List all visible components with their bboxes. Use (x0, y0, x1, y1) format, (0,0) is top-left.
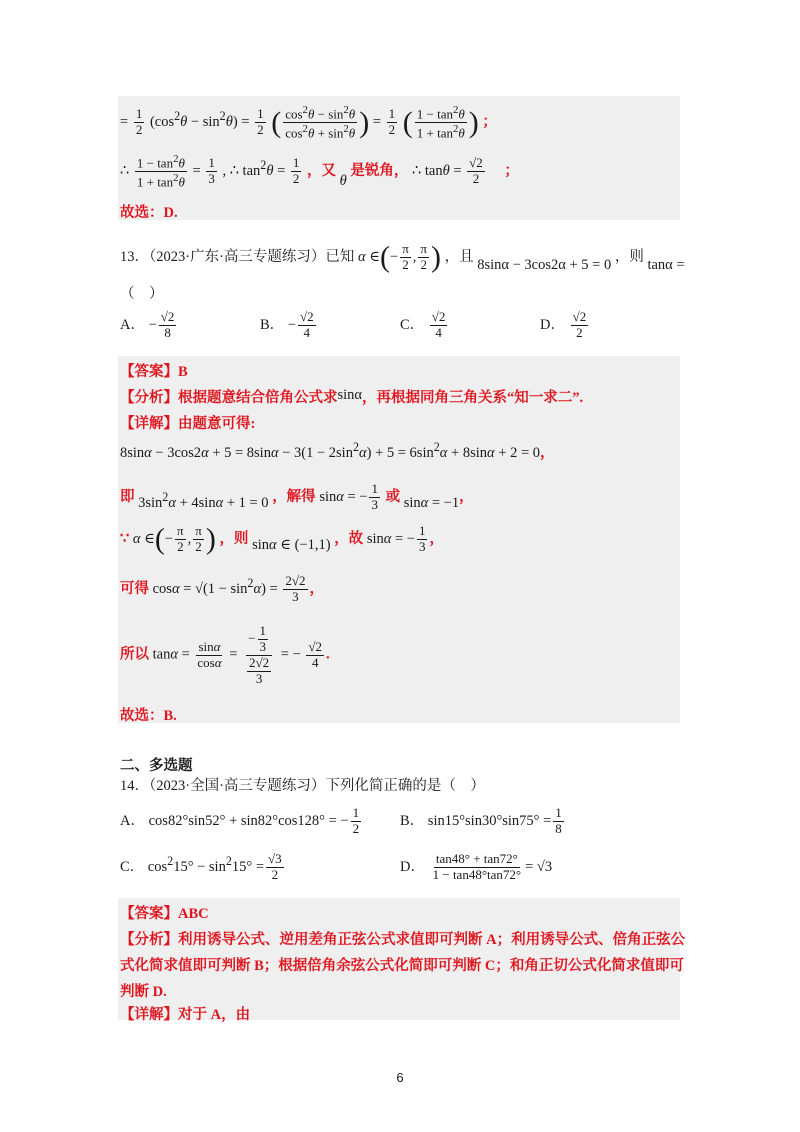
page-number: 6 (396, 1070, 404, 1085)
q14-analysis-line2: 式化简求值即可判断 B；根据倍角余弦公式化简即可判断 C；和角正切公式化简求值即可 (120, 958, 684, 974)
q12-row1: = $\frac{1}{2}$ $(\cos^2\theta - \sin^2\theta)$ = $\frac{1}{2}$ ( $\frac{\cos^2\theta - \sin^2\theta}{\cos^2\theta + \sin^2\theta}$ ) = $\frac{1}{2}$ ( $\frac{1 - \tan^2\theta}{1 + \tan^2\theta}$ ) ； (120, 104, 497, 141)
q12-theta: θ (339, 173, 347, 190)
q14-detail-line: 【详解】对于 A，由 (120, 1007, 251, 1023)
option-numerator: √2 (299, 309, 314, 324)
option-label: C． (400, 316, 425, 333)
q13-stem-b: ，且 (444, 248, 474, 265)
q13-eq1: $8\sin\alpha - 3\cos 2\alpha + 5 = 8\sin\alpha - 3(1 - 2\sin^2\alpha) + 5 = 6\sin^2\alpha + 8\sin\alpha + 2 = 0$， (120, 440, 555, 461)
eq2-end: ， (459, 488, 474, 505)
q13-eq5: 所以 tanα = $\frac{\sin\alpha}{\cos\alpha}$ = − $\frac{1}{3}$ $\frac{2√2}{3}$ = − $\frac{√2}{4}$ . (120, 623, 330, 686)
q12-row1-end: ； (482, 114, 497, 131)
q13-detail (120, 412, 255, 433)
q13-stem-c: ，则 (614, 248, 644, 265)
eq4-end: ， (309, 580, 324, 597)
eq5-end: . (326, 646, 330, 663)
q13-blank: （ ） (120, 286, 164, 302)
q12-row2-end: ； (504, 163, 519, 180)
eq4-pre: 可得 (120, 580, 149, 597)
section-heading: 二、多选题 (120, 758, 193, 774)
q13-condition: 8sinα − 3cos2α + 5 = 0 (477, 256, 612, 273)
option-denominator: 8 (164, 324, 171, 340)
q12-row2-text: 是锐角， (350, 163, 409, 180)
analysis-text-b: ，再根据同角三角关系“知一求二”. (362, 390, 584, 406)
option-denominator: 4 (435, 324, 442, 340)
q14-analysis-line3: 判断 D. (120, 984, 167, 1000)
q13-stem: 13．（2023·广东·高三专题练习）已知 α ∈(− $\frac{\pi}{2}$ , $\frac{\pi}{2}$ ) ，且 8sinα − 3cos2α + 5 = 0 ，则 tanα = (120, 240, 685, 274)
eq2-pre: 即 (120, 488, 135, 505)
q13-eq2: 即 $3\sin^2\alpha + 4\sin\alpha + 1 = 0$ ，解得 sinα = − $\frac{1}{3}$ 或 sinα = −1， (120, 481, 474, 512)
option-sign: − (287, 316, 296, 333)
option-label: A． (120, 812, 145, 829)
q13-option-a[interactable] (120, 310, 178, 341)
q14-stem: 14．（2023·全国·高三专题练习）下列化简正确的是（ ） (120, 778, 485, 794)
eq2-or: 或 (385, 488, 401, 505)
q13-final: 故选：B. (120, 708, 177, 724)
q14-option-c[interactable]: C． $\cos^215^\circ - \sin^215^\circ$ = $\frac{√3}{2}$ (120, 851, 282, 882)
q13-stem-a: 13．（2023·广东·高三专题练习）已知 (120, 248, 355, 265)
eq2-mid: ，解得 (272, 488, 316, 505)
eq3-end: ， (429, 530, 444, 547)
option-label: B． (400, 812, 425, 829)
q14-option-a[interactable]: A． cos82°sin52° + sin82°cos128° = − $\frac{1}{2}$ (120, 805, 360, 836)
eq3-mid: ，则 (219, 530, 249, 547)
q14-option-d[interactable]: D． $\frac{\tan 48^\circ + \tan 72^\circ}{1 - \tan 48^\circ\tan 72^\circ}$ = √3 (400, 851, 553, 882)
detail-tag: 【详解】 (120, 416, 178, 432)
q13-analysis (120, 386, 583, 407)
q13-target: tanα = (647, 256, 685, 273)
because-symbol: ∵ (120, 530, 130, 547)
q14-option-b[interactable]: B． sin15°sin30°sin75° = $\frac{1}{8}$ (400, 805, 562, 836)
eq1-end: ， (540, 444, 555, 461)
q13-eq4: 可得 $\cos\alpha = √(1 - \sin^2\alpha)$ = $\frac{2√2}{3}$ ， (120, 573, 324, 604)
q12-row2: ∴ $\frac{1 - \tan^2\theta}{1 + \tan^2\theta}$ = $\frac{1}{3}$ , ∴ $\tan^2\theta$ = $\frac{1}{2}$ ，又 θ 是锐角， ∴ tanθ = $\frac{√2}{2}$ ； (120, 153, 519, 190)
option-label: C． (120, 858, 145, 875)
eq3-mid2: ，故 (334, 530, 364, 547)
option-numerator: √2 (431, 309, 446, 324)
q13-answer-tag: 【答案】B (120, 364, 188, 380)
q13-option-d[interactable] (540, 310, 590, 341)
option-label: D． (400, 858, 425, 875)
analysis-tag: 【分析】 (120, 390, 178, 406)
q13-eq3: ∵ α ∈(− $\frac{\pi}{2}$ , $\frac{\pi}{2}$ ) ，则 sinα ∈ (−1,1) ，故 sinα = − $\frac{1}{3}$ ， (120, 522, 444, 556)
option-label: B． (260, 316, 285, 333)
q12-row2-mid: ，又 (307, 163, 337, 180)
q13-option-b[interactable] (260, 310, 318, 341)
option-numerator: √2 (572, 309, 587, 324)
option-denominator: 2 (576, 324, 583, 340)
option-numerator: √2 (160, 309, 175, 324)
option-label: D． (540, 316, 565, 333)
option-sign: − (148, 316, 157, 333)
analysis-text-a: 根据题意结合倍角公式求 (178, 390, 338, 406)
analysis-math: sinα (337, 387, 363, 403)
q12-answer: 故选：D. (120, 205, 178, 221)
therefore-symbol: ∴ (120, 163, 130, 180)
detail-text: 由题意可得: (178, 416, 256, 432)
option-denominator: 4 (303, 324, 311, 340)
q14-analysis-line1: 【分析】利用诱导公式、逆用差角正弦公式求值即可判断 A；利用诱导公式、倍角正弦公 (120, 932, 686, 948)
q13-option-c[interactable] (400, 310, 449, 341)
option-label: A． (120, 316, 145, 333)
eq5-pre: 所以 (120, 646, 149, 663)
q14-answer-tag: 【答案】ABC (120, 906, 209, 922)
